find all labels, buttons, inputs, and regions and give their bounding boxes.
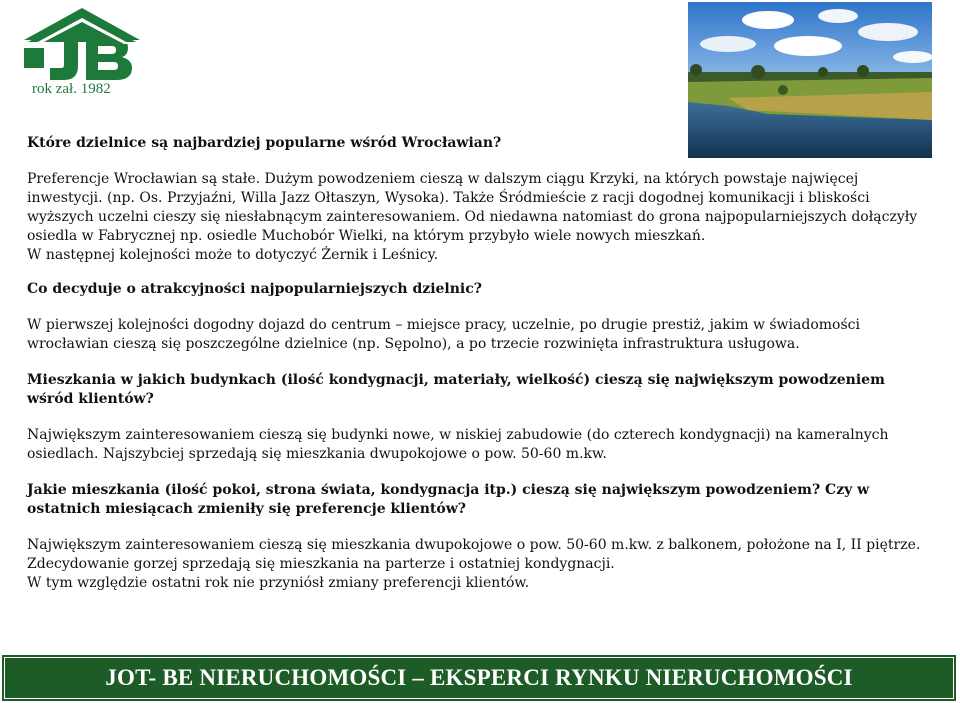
house-logo-icon (20, 6, 144, 86)
footer-text: JOT- BE NIERUCHOMOŚCI – EKSPERCI RYNKU NIERUCHOMOŚCI (105, 665, 853, 690)
answer-paragraph: W następnej kolejności może to dotyczyć Żernik i Leśnicy. (27, 247, 439, 263)
question-heading: Które dzielnice są najbardziej popularne wśród Wrocławian? (27, 135, 502, 151)
answer-paragraph: Największym zainteresowaniem cieszą się mieszkania dwupokojowe o pow. 50-60 m.kw. z balkonem, położone na I, II piętrze. (27, 537, 921, 553)
answer-paragraph: W tym względzie ostatni rok nie przyniósł zmiany preferencji klientów. (27, 575, 530, 591)
answer-paragraph: W pierwszej kolejności dogodny dojazd do centrum – miejsce pracy, uczelnie, po drugie prestiż, jakim w świadomości wrocławian cieszą się poszczególne dzielnice (np. Sępolno), a po trzecie rozwinięta infrastruktura usługowa. (27, 317, 860, 352)
question-heading: Jakie mieszkania (ilość pokoi, strona świata, kondygnacja itp.) cieszą się największym powodzeniem? Czy w ostatnich miesiącach zmieniły się preferencje klientów? (27, 482, 870, 517)
question-heading: Mieszkania w jakich budynkach (ilość kondygnacji, materiały, wielkość) cieszą się największym powodzeniem wśród klientów? (27, 372, 885, 407)
footer-banner (2, 655, 956, 701)
footer-frame (4, 657, 954, 699)
answer-paragraph: Największym zainteresowaniem cieszą się budynki nowe, w niskiej zabudowie (do czterech kondygnacji) na kameralnych osiedlach. Najszybciej sprzedają się mieszkania dwupokojowe o pow. 50-60 m.kw. (27, 427, 889, 462)
answer-paragraph: Preferencje Wrocławian są stałe. Dużym powodzeniem cieszą w dalszym ciągu Krzyki, na których powstaje najwięcej inwestycji. (np. Os. Przyjaźni, Willa Jazz Ołtaszyn, Wysoka). Także Śródmieście z racji dogodnej komunikacji i bliskości wyższych uczelni cieszy się niesłabnącym zainteresowaniem. Od niedawna natomiast do grona najpopularniejszych dołączyły osiedla w Fabrycznej np. osiedle Muchobór Wielki, na którym przybyło wiele nowych mieszkań. (27, 171, 918, 244)
article-content (27, 134, 932, 593)
answer-paragraph: Zdecydowanie gorzej sprzedają się mieszkania na parterze i ostatniej kondygnacji. (27, 556, 615, 572)
question-heading: Co decyduje o atrakcyjności najpopularniejszych dzielnic? (27, 281, 482, 297)
logo-subtitle: rok zał. 1982 (32, 81, 111, 97)
